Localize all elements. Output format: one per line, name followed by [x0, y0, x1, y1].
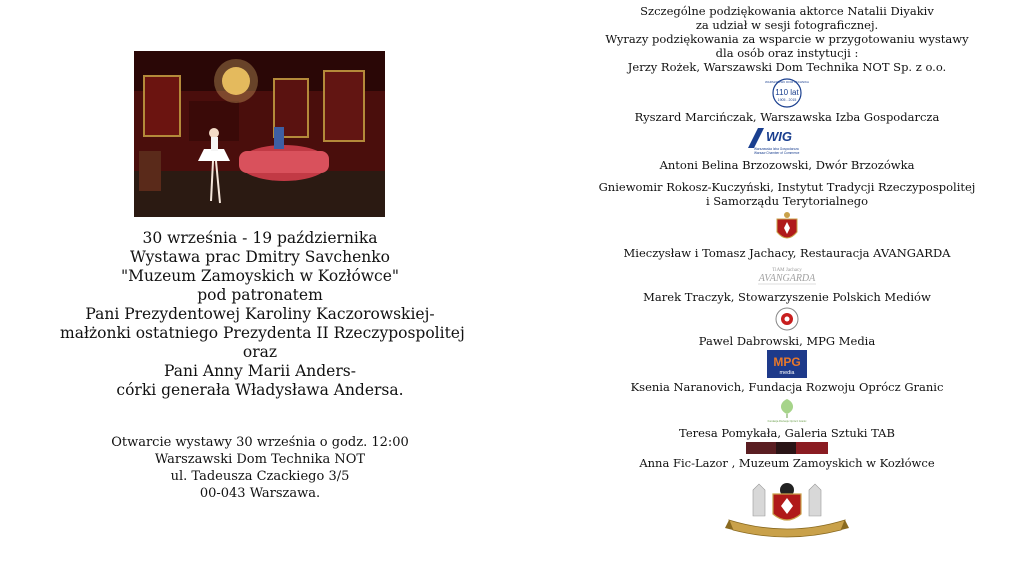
credit-line: Jerzy Rożek, Warszawski Dom Technika NOT Sp. z o.o.: [627, 60, 947, 74]
thanks-line: Szczególne podziękowania aktorce Natalii Diyakiv: [640, 4, 934, 18]
exhibition-dates: 30 września - 19 października: [142, 229, 378, 247]
opening-time: Otwarcie wystawy 30 września o godz. 12:00: [111, 435, 409, 450]
thanks-line: dla osób oraz instytucji :: [715, 46, 859, 60]
not-logo-sub: 1905 - 2015: [777, 98, 797, 102]
institute-crest-logo: [560, 210, 1014, 244]
not-logo-top: WARSZAWSKI DOM TECHNIKA: [764, 80, 810, 84]
exhibition-photo: [134, 51, 385, 217]
patronage-label: pod patronatem: [197, 286, 323, 304]
conjunction: oraz: [242, 343, 278, 361]
patron-1-line-2: małżonki ostatniego Prezydenta II Rzeczypospolitej: [60, 324, 465, 342]
credit-line: i Samorządu Terytorialnego: [705, 194, 869, 208]
fundacja-logo-text: Fundacja Rozwoju Oprócz Granic: [767, 420, 807, 423]
wig-logo-text: WIG: [766, 129, 792, 144]
acknowledgements: [560, 4, 1014, 538]
exhibition-description: [60, 229, 465, 400]
exhibition-subtitle: "Muzeum Zamoyskich w Kozłówce": [120, 267, 400, 285]
credit-line: Mieczysław i Tomasz Jachacy, Restauracja AVANGARDA: [623, 246, 951, 260]
patron-1-line-1: Pani Prezydentowej Karoliny Kaczorowskiej-: [85, 305, 435, 323]
gallery-tab-logo: [560, 442, 1014, 454]
credit-line: Pawel Dabrowski, MPG Media: [698, 334, 876, 348]
sdm-logo: [560, 306, 1014, 332]
fundacja-logo: [560, 396, 1014, 424]
thanks-line: za udział w sesji fotograficznej.: [695, 18, 879, 32]
not-logo-main: 110 lat: [775, 88, 799, 97]
patron-2-line-2: córki generała Władysława Andersa.: [116, 381, 404, 399]
credit-line: Gniewomir Rokosz-Kuczyński, Instytut Tradycji Rzeczypospolitej: [598, 180, 976, 194]
venue-city: 00-043 Warszawa.: [199, 486, 321, 501]
credit-line: Anna Fic-Lazor , Muzeum Zamoyskich w Kozłówce: [639, 456, 935, 470]
avangarda-logo-top: TiAM Jachacy: [772, 268, 802, 273]
mpg-logo-text: MPG: [773, 355, 801, 369]
ballerina-palace-image: [134, 51, 385, 217]
patron-2-line-1: Pani Anny Marii Anders-: [164, 362, 356, 380]
credit-line: Teresa Pomykała, Galeria Sztuki TAB: [679, 426, 895, 440]
zamoyski-museum-crest: [560, 480, 1014, 536]
wig-logo: [560, 126, 1014, 156]
avangarda-logo-text: AVANGARDA: [758, 273, 816, 284]
venue-street: ul. Tadeusza Czackiego 3/5: [170, 469, 350, 484]
venue-name: Warszawski Dom Technika NOT: [154, 452, 366, 467]
avangarda-logo: [560, 262, 1014, 288]
wig-logo-sub2: Warsaw Chamber of Commerce: [754, 151, 800, 155]
exhibition-title: Wystawa prac Dmitry Savchenko: [130, 248, 390, 266]
credit-line: Marek Traczyk, Stowarzyszenie Polskich Mediów: [643, 290, 931, 304]
wig-logo-sub1: Warszawska Izba Gospodarcza: [754, 147, 799, 151]
thanks-line: Wyrazy podziękowania za wsparcie w przygotowaniu wystawy: [605, 32, 969, 46]
mpg-logo-sub: media: [779, 370, 795, 376]
credit-line: Ryszard Marcińczak, Warszawska Izba Gospodarcza: [634, 110, 940, 124]
credit-line: Antoni Belina Brzozowski, Dwór Brzozówka: [659, 158, 915, 172]
opening-info: [100, 434, 420, 502]
credit-line: Ksenia Naranovich, Fundacja Rozwoju Oprócz Granic: [630, 380, 944, 394]
not-110-logo: [560, 76, 1014, 108]
mpg-media-logo: [560, 350, 1014, 378]
